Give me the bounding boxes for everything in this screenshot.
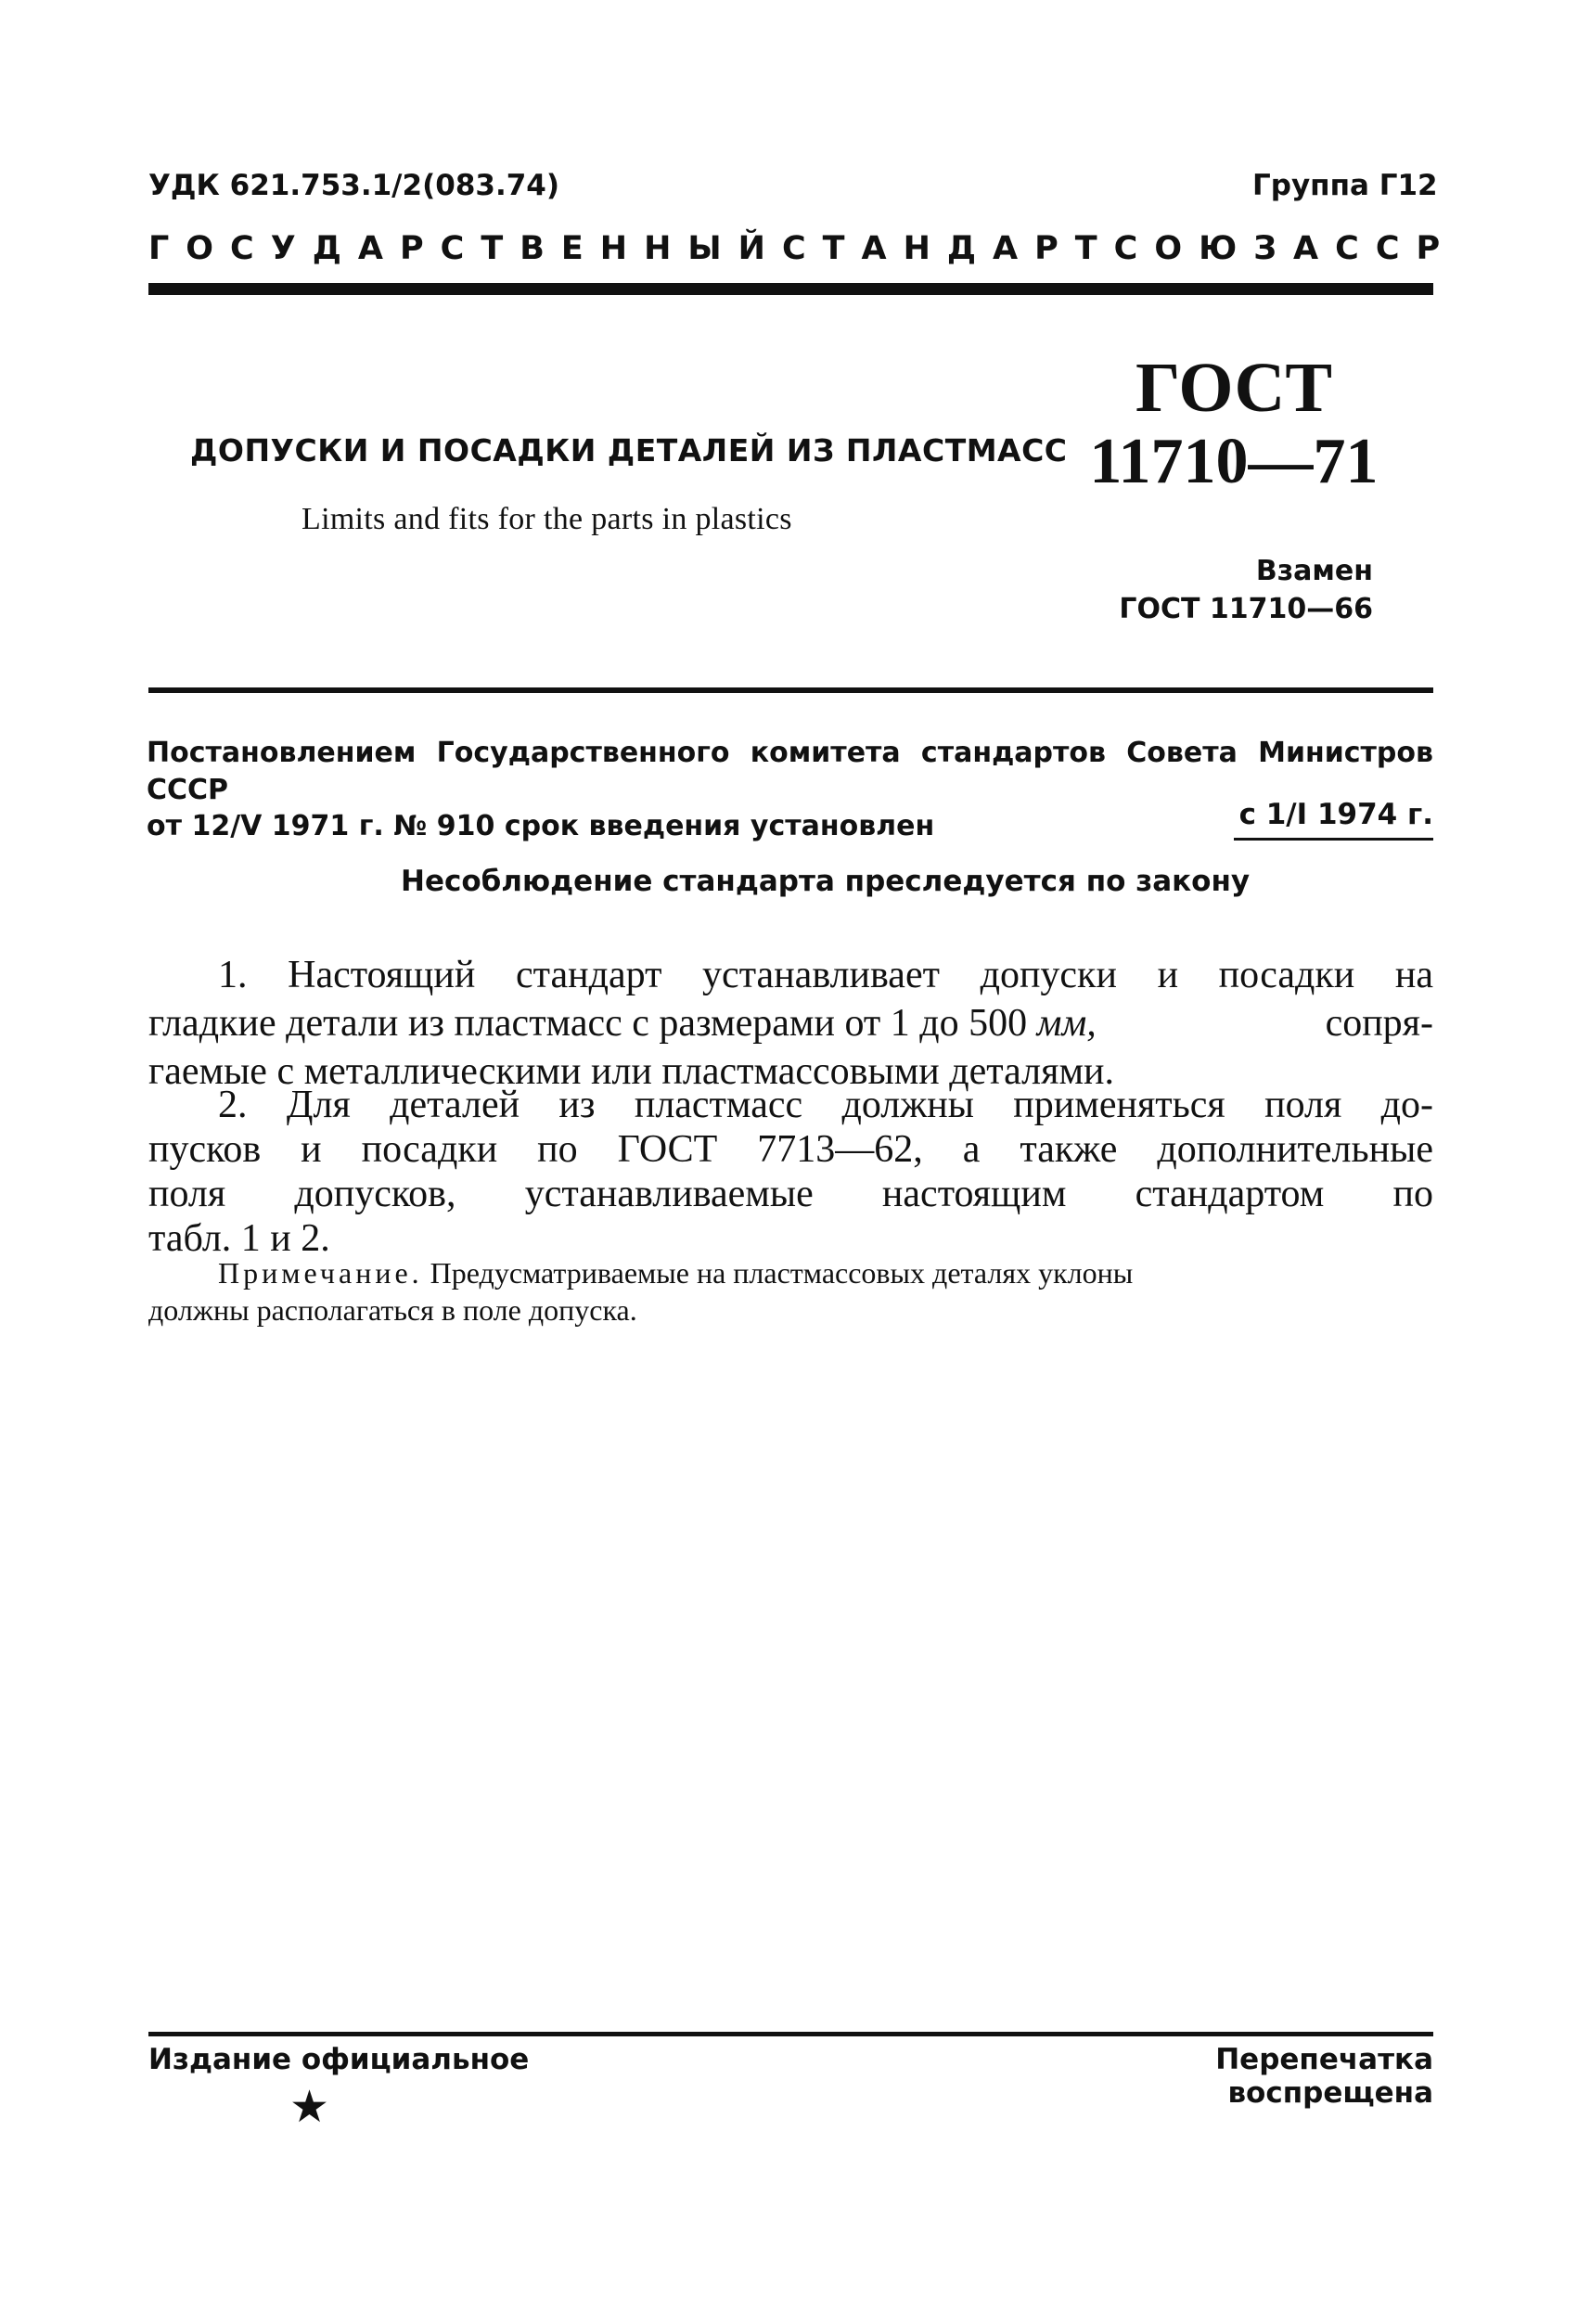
paragraph-2-line-4: табл. 1 и 2.	[148, 1217, 330, 1260]
official-edition: Издание официальное	[148, 2043, 530, 2076]
header-rule	[148, 283, 1433, 295]
paragraph-2-line-1: 2. Для деталей из пластмасс должны применяться поля до-	[218, 1084, 1433, 1126]
title-rule	[148, 687, 1433, 693]
paragraph-2-line-2: пусков и посадки по ГОСТ 7713—62, а также дополнительные	[148, 1128, 1433, 1171]
paragraph-1-line-2	[148, 1004, 1433, 1043]
date-underline	[1234, 838, 1433, 841]
note-line-1-text: Предусматриваемые на пластмассовых деталях уклоны	[422, 1256, 1134, 1290]
udk-code: УДК 621.753.1/2(083.74)	[148, 169, 560, 202]
document-title-english: Limits and fits for the parts in plastics	[301, 502, 792, 536]
heading-word-3: СОЮЗА	[1113, 230, 1336, 267]
note-line-1	[218, 1256, 1433, 1290]
law-notice: Несоблюдение стандарта преследуется по закону	[401, 865, 1251, 898]
p1-line2-start: гладкие детали из пластмасс с размерами от 1 до 500	[148, 1002, 1037, 1045]
p1-line2-end: сопря-	[1325, 1002, 1433, 1045]
unit-mm: мм,	[1036, 1002, 1097, 1045]
replaces-block	[1058, 553, 1373, 628]
gost-number: 11710—71	[1089, 426, 1379, 497]
star-icon: ★	[289, 2083, 330, 2132]
paragraph-1-line-3: гаемые с металлическими или пластмассовыми деталями.	[148, 1050, 1114, 1093]
paragraph-1-line-1: 1. Настоящий стандарт устанавливает допуски и посадки на	[218, 954, 1433, 996]
heading-word-1: ГОСУДАРСТВЕННЫЙ	[148, 230, 782, 267]
effective-date: с 1/I 1974 г.	[1238, 798, 1433, 831]
decree-line-2: от 12/V 1971 г. № 910 срок введения установлен	[147, 810, 935, 843]
note-line-2: должны располагаться в поле допуска.	[148, 1293, 637, 1327]
state-standard-heading	[148, 230, 1457, 267]
note-label: Примечание.	[218, 1256, 423, 1290]
heading-word-4: ССР	[1335, 230, 1457, 267]
document-title: ДОПУСКИ И ПОСАДКИ ДЕТАЛЕЙ ИЗ ПЛАСТМАСС	[190, 432, 1068, 469]
replaces-label: Взамен	[1255, 555, 1373, 587]
group-code: Группа Г12	[1252, 169, 1438, 202]
heading-word-2: СТАНДАРТ	[781, 230, 1114, 267]
paragraph-2-line-3: поля допусков, устанавливаемые настоящим стандартом по	[148, 1173, 1433, 1215]
footer-rule	[148, 2032, 1433, 2036]
replaces-number: ГОСТ 11710—66	[1119, 592, 1373, 625]
reprint-prohibited: Перепечатка воспрещена	[1215, 2043, 1433, 2110]
gost-label: ГОСТ	[1135, 349, 1333, 427]
decree-line-1: Постановлением Государственного комитета стандартов Совета Министров СССР	[147, 737, 1433, 806]
